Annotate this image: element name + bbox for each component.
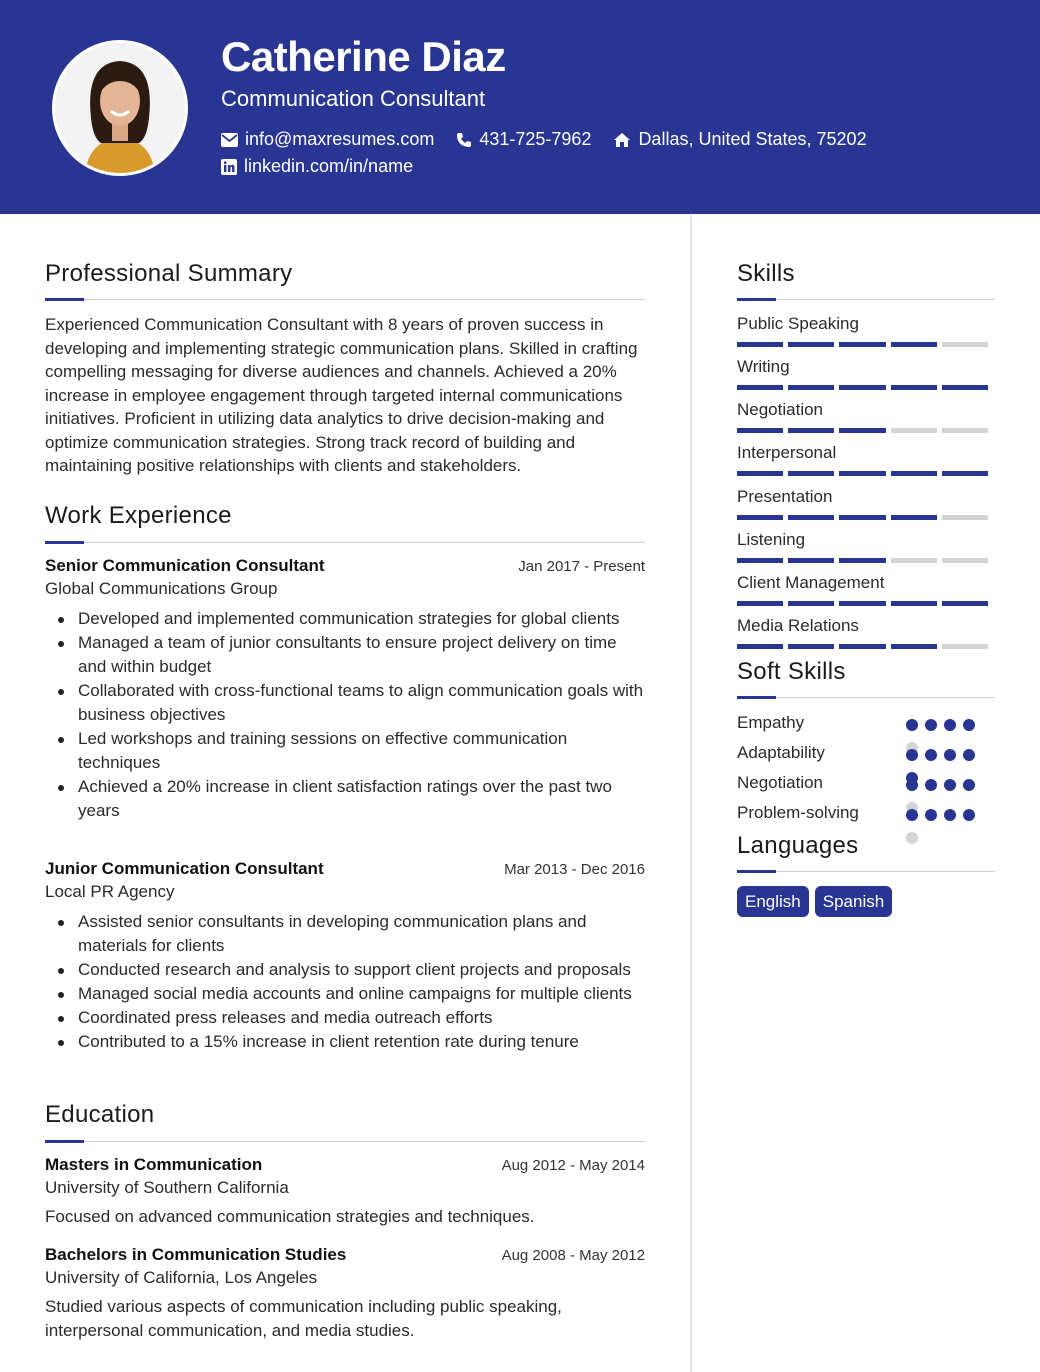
- skill-name: Presentation: [737, 487, 833, 506]
- skill-level-segment: [839, 385, 885, 390]
- skill-level-segment: [942, 428, 988, 433]
- job-bullets: [45, 607, 645, 823]
- skill-name: Media Relations: [737, 616, 859, 635]
- skill-level-segment: [891, 601, 937, 606]
- skill-name: Listening: [737, 530, 806, 549]
- phone-text: 431-725-7962: [479, 129, 592, 149]
- skill-level-segment: [839, 601, 885, 606]
- linkedin-icon: [221, 159, 237, 175]
- skill-level-segment: [891, 515, 937, 520]
- skill-level-bar: [737, 601, 993, 606]
- skill-item: [737, 616, 993, 649]
- job-company: Global Communications Group: [45, 579, 278, 598]
- skill-level-segment: [788, 644, 834, 649]
- skill-level-segment: [737, 601, 783, 606]
- candidate-title: Communication Consultant: [221, 86, 486, 111]
- languages-heading: Languages: [737, 832, 859, 859]
- skill-level-segment: [788, 385, 834, 390]
- location-text: Dallas, United States, 75202: [638, 129, 867, 149]
- skill-level-segment: [942, 342, 988, 347]
- language-tag: Spanish: [815, 886, 892, 917]
- skill-level-segment: [891, 428, 937, 433]
- job-bullet: Conducted research and analysis to support client projects and proposals: [45, 958, 645, 982]
- rating-dot: [925, 749, 937, 761]
- language-tags: [737, 886, 898, 917]
- skill-level-bar: [737, 515, 993, 520]
- soft-skills-heading: Soft Skills: [737, 658, 846, 685]
- experience-heading-rule: [45, 542, 645, 543]
- skill-level-segment: [737, 558, 783, 563]
- skill-level-segment: [788, 428, 834, 433]
- job-bullet: Managed a team of junior consultants to ensure project delivery on time and within budget: [45, 631, 645, 679]
- skill-level-segment: [942, 558, 988, 563]
- rating-dot: [906, 749, 918, 761]
- candidate-name: Catherine Diaz: [221, 33, 506, 80]
- summary-text: Experienced Communication Consultant with 8 years of proven success in developing and implementing strategic communication plans. Skilled in crafting compelling messaging for diverse audiences and channels. Achieved a 20% increase in employee engagement through targeted internal communications initiatives. Proficient in utilizing data analytics to drive decision-making and optimize communication strategies. Strong track record of building and maintaining positive relationships with clients and stakeholders.: [45, 315, 638, 475]
- education-entry: [45, 1155, 645, 1229]
- job-bullet: Assisted senior consultants in developing communication plans and materials for clients: [45, 910, 645, 958]
- skill-level-segment: [737, 644, 783, 649]
- job-bullet: Managed social media accounts and online campaigns for multiple clients: [45, 982, 645, 1006]
- skill-level-segment: [839, 471, 885, 476]
- linkedin-text: linkedin.com/in/name: [244, 156, 414, 176]
- skill-level-bar: [737, 471, 993, 476]
- skill-item: [737, 573, 993, 606]
- rating-dot: [944, 779, 956, 791]
- skill-level-segment: [891, 342, 937, 347]
- education-description: Focused on advanced communication strategies and techniques.: [45, 1207, 535, 1226]
- job-dates: Jan 2017 - Present: [518, 558, 645, 575]
- contact-row-primary: [221, 129, 889, 150]
- skill-item: [737, 487, 993, 520]
- contact-linkedin[interactable]: [221, 156, 413, 177]
- school-name: University of California, Los Angeles: [45, 1268, 318, 1287]
- skill-level-segment: [788, 471, 834, 476]
- soft-skill-item: [737, 713, 997, 743]
- envelope-icon: [221, 133, 238, 147]
- skill-level-segment: [942, 515, 988, 520]
- job-bullet: Achieved a 20% increase in client satisfaction ratings over the past two years: [45, 775, 645, 823]
- phone-icon: [456, 132, 472, 148]
- job-bullet: Collaborated with cross-functional teams to align communication goals with business objectives: [45, 679, 645, 727]
- job-company: Local PR Agency: [45, 882, 175, 901]
- rating-dot: [906, 832, 918, 844]
- skill-name: Public Speaking: [737, 314, 859, 333]
- soft-skill-item: [737, 803, 997, 833]
- skill-level-segment: [891, 644, 937, 649]
- skill-item: [737, 530, 993, 563]
- skill-level-segment: [839, 515, 885, 520]
- skill-item: [737, 400, 993, 433]
- job-entry: [45, 859, 645, 1054]
- skill-level-segment: [737, 471, 783, 476]
- skill-level-bar: [737, 558, 993, 563]
- skill-level-segment: [737, 428, 783, 433]
- skill-level-segment: [942, 385, 988, 390]
- skill-level-segment: [788, 515, 834, 520]
- soft-skill-name: Empathy: [737, 713, 805, 732]
- skill-level-segment: [737, 342, 783, 347]
- education-heading: Education: [45, 1101, 155, 1128]
- skill-name: Client Management: [737, 573, 885, 592]
- skill-level-segment: [839, 342, 885, 347]
- skill-level-bar: [737, 342, 993, 347]
- rating-dot: [944, 719, 956, 731]
- profile-photo: [52, 40, 188, 176]
- job-title: Senior Communication Consultant: [45, 556, 325, 575]
- rating-dot: [944, 749, 956, 761]
- skill-level-segment: [788, 558, 834, 563]
- skill-level-segment: [891, 471, 937, 476]
- education-dates: Aug 2012 - May 2014: [501, 1157, 645, 1174]
- rating-dot: [906, 779, 918, 791]
- job-entry: [45, 556, 645, 823]
- degree-title: Masters in Communication: [45, 1155, 263, 1174]
- summary-heading-rule: [45, 299, 645, 300]
- education-dates: Aug 2008 - May 2012: [501, 1247, 645, 1264]
- rating-dot: [906, 809, 918, 821]
- skill-level-segment: [737, 385, 783, 390]
- skills-heading: Skills: [737, 260, 795, 287]
- contact-location: [613, 129, 866, 150]
- skill-name: Negotiation: [737, 400, 824, 419]
- rating-dot: [963, 749, 975, 761]
- language-tag: English: [737, 886, 809, 917]
- skill-level-segment: [942, 644, 988, 649]
- column-divider: [690, 214, 692, 1372]
- skill-level-bar: [737, 385, 993, 390]
- skill-level-segment: [839, 428, 885, 433]
- skill-level-segment: [839, 644, 885, 649]
- experience-heading: Work Experience: [45, 502, 232, 529]
- soft-skill-name: Negotiation: [737, 773, 824, 792]
- skill-level-segment: [942, 601, 988, 606]
- job-bullets: [45, 910, 645, 1054]
- skill-item: [737, 357, 993, 390]
- skill-name: Interpersonal: [737, 443, 837, 462]
- skill-level-segment: [942, 471, 988, 476]
- contact-email[interactable]: [221, 129, 434, 150]
- languages-heading-rule: [737, 871, 995, 872]
- contact-row-secondary: [221, 156, 435, 177]
- job-title: Junior Communication Consultant: [45, 859, 324, 878]
- summary-heading: Professional Summary: [45, 260, 293, 287]
- education-entry: [45, 1245, 645, 1343]
- degree-title: Bachelors in Communication Studies: [45, 1245, 347, 1264]
- skill-level-bar: [737, 428, 993, 433]
- job-bullet: Developed and implemented communication strategies for global clients: [45, 607, 645, 631]
- soft-skill-name: Problem-solving: [737, 803, 859, 822]
- rating-dot: [963, 779, 975, 791]
- job-dates: Mar 2013 - Dec 2016: [504, 861, 645, 878]
- contact-phone[interactable]: [456, 129, 591, 150]
- skill-level-segment: [891, 558, 937, 563]
- rating-dot: [906, 719, 918, 731]
- rating-dot: [963, 719, 975, 731]
- rating-dot: [925, 719, 937, 731]
- skill-name: Writing: [737, 357, 790, 376]
- soft-skill-item: [737, 743, 997, 773]
- education-heading-rule: [45, 1141, 645, 1142]
- soft-skill-item: [737, 773, 997, 803]
- skill-level-segment: [788, 601, 834, 606]
- skill-item: [737, 314, 993, 347]
- rating-dot: [925, 779, 937, 791]
- skill-level-bar: [737, 644, 993, 649]
- education-description: Studied various aspects of communication including public speaking, interpersonal communication, and media studies.: [45, 1297, 562, 1340]
- soft-skill-name: Adaptability: [737, 743, 825, 762]
- skill-level-segment: [839, 558, 885, 563]
- skill-item: [737, 443, 993, 476]
- skill-level-segment: [891, 385, 937, 390]
- rating-dot: [963, 809, 975, 821]
- rating-dot: [944, 809, 956, 821]
- email-text: info@maxresumes.com: [245, 129, 435, 149]
- skills-heading-rule: [737, 299, 995, 300]
- home-icon: [613, 132, 631, 148]
- job-bullet: Contributed to a 15% increase in client retention rate during tenure: [45, 1030, 645, 1054]
- job-bullet: Coordinated press releases and media outreach efforts: [45, 1006, 645, 1030]
- resume-header: [0, 0, 1040, 214]
- soft-skill-rating: [906, 809, 976, 839]
- rating-dot: [925, 809, 937, 821]
- soft-skills-heading-rule: [737, 697, 995, 698]
- skill-level-segment: [788, 342, 834, 347]
- school-name: University of Southern California: [45, 1178, 289, 1197]
- skill-level-segment: [737, 515, 783, 520]
- job-bullet: Led workshops and training sessions on effective communication techniques: [45, 727, 645, 775]
